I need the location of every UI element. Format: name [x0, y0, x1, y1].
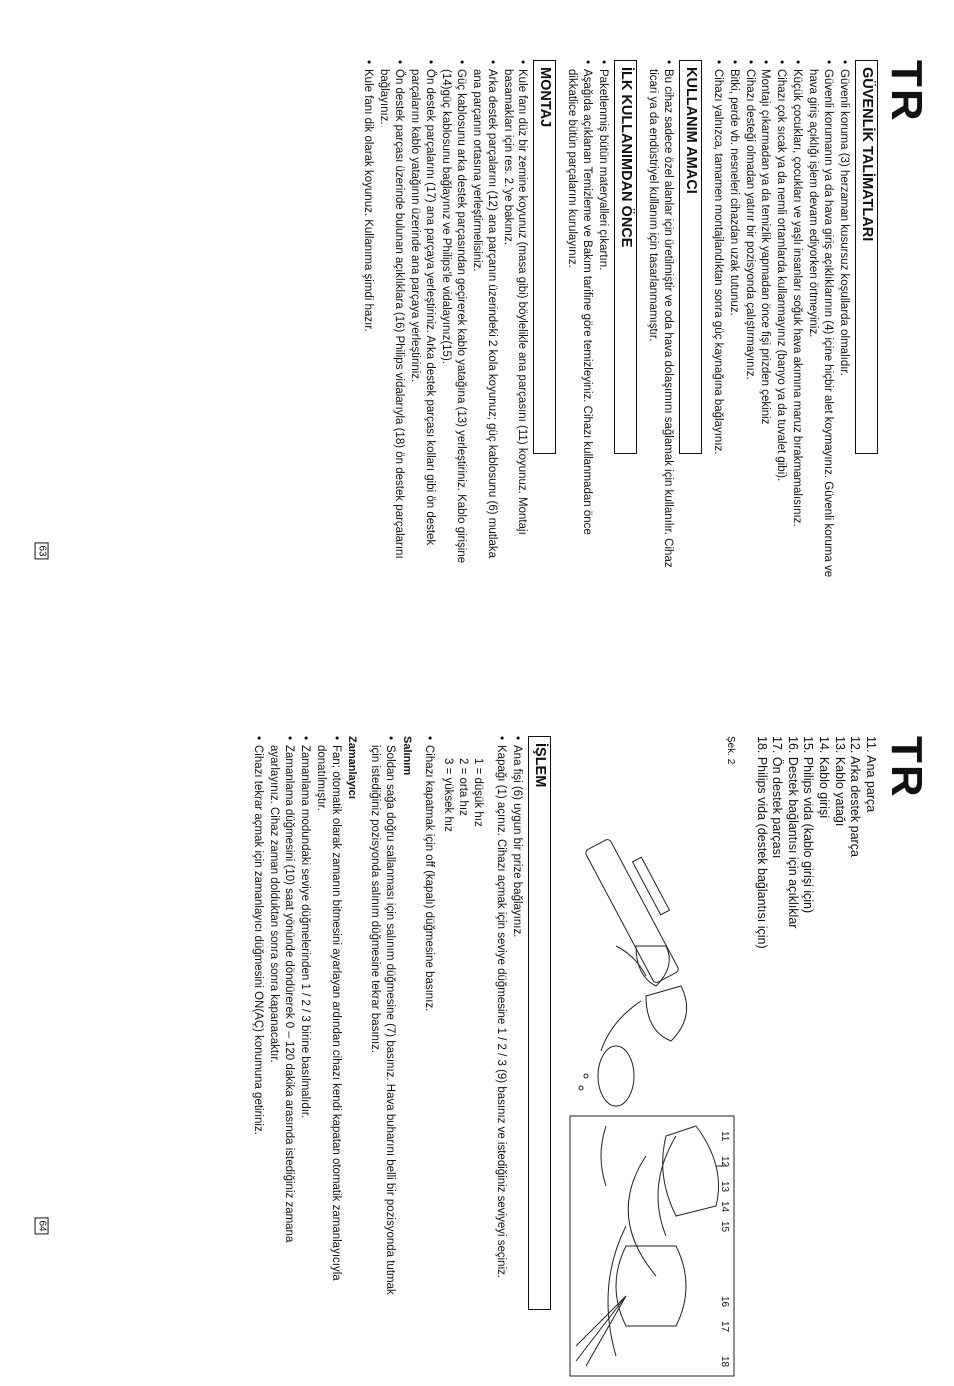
list-item: • Montajı çıkarmadan ya da temizlik yapmadan önce fişi prizden çekiniz	[758, 60, 773, 580]
list-item: 17. Ön destek parçası	[770, 736, 785, 859]
speed-level: 3 = yüksek hız	[442, 758, 455, 832]
fan-assembly-detail	[570, 1116, 734, 1376]
list-item: • Kule fanı dik olarak koyunuz. Kullanıma şimdi hazır.	[360, 60, 375, 580]
page-64-rotated	[0, 676, 954, 1368]
assembly-list	[360, 60, 529, 580]
callout-16: 16	[719, 1296, 730, 1308]
list-item: • Ana fişi (6) uygun bir prize bağlayınız.	[509, 736, 524, 1296]
list-item: • Paketlenmiş bütün materyalleri çıkartın.	[595, 60, 610, 580]
list-item: • Aşağıda açıklanan Temizleme ve Bakım tarifine göre temizleyiniz. Cihazı kullanmadan önce dikkatlice bütün parçalarını kurulayınız.	[564, 60, 594, 580]
speed-level: 2 = orta hız	[457, 758, 470, 816]
before-use-title: İLK KULLANIMDAN ÖNCE	[614, 60, 637, 454]
callout-12: 12	[719, 1156, 730, 1168]
list-item: 14. Kablo girişi	[817, 736, 832, 818]
language-heading: TR	[882, 736, 931, 799]
purpose-list	[645, 60, 675, 580]
safety-title: GÜVENLİK TALİMATLARI	[855, 60, 878, 454]
list-item: • Kule fanı düz bir zemine koyunuz (masa gibi) böylelikle ana parçasını (11) koyunuz. Montajı basamakları için res. 2.'ye bakınız.	[500, 60, 530, 580]
speed-levels	[440, 758, 485, 1256]
page-63-content	[352, 60, 931, 580]
callout-14: 14	[719, 1201, 730, 1213]
purpose-title: KULLANIM AMACI	[679, 60, 702, 454]
list-item: • Güvenli koruma (3) herzaman kusursuz koşullarda olmalıdır.	[836, 60, 851, 580]
speed-level: 1 = düşük hız	[472, 758, 485, 827]
list-item: • Bitki, perde vb. nesneleri cihazdan uzak tutunuz.	[726, 60, 741, 580]
page-64	[0, 676, 954, 1368]
operation-list	[493, 736, 524, 1296]
list-item: • Zamanlama düğmesini (10) saat yönünde döndürerek 0 – 120 dakika arasında istediğiniz zamana ayarlayınız. Cihaz zaman dolduktan sonra sonra kapanacaktır.	[266, 736, 296, 1296]
before-use-list	[564, 60, 610, 580]
oscillation-list	[367, 736, 397, 1296]
list-item: • Kapağı (1) açınız. Cihazı açmak için seviye düğmesine 1 / 2 / 3 (9) basınız ve istediğiniz seviyeyi seçiniz.	[493, 736, 508, 1296]
list-item: • Cihazı desteği olmadan yatırır bir pozisyonda çalıştırmayınız.	[742, 60, 757, 580]
list-item: • Zamanlama modundaki seviye düğmelerinden 1 / 2 / 3 birine basılmalıdır.	[297, 736, 312, 1296]
list-item: • Fan; otomatik olarak zamanın bitmesini ayarlayan ardından cihazı kendi kapatan otomatik zamanlayıcıyla donatılmıştır.	[313, 736, 343, 1296]
list-item: 13. Kablo yatağı	[832, 736, 847, 827]
language-heading: TR	[882, 60, 931, 123]
parts-list	[753, 736, 878, 1256]
page-number: 64	[35, 1217, 49, 1234]
page-63-rotated	[0, 0, 954, 675]
oscillation-title: Salınım	[400, 736, 413, 776]
list-item: • Cihazı kapatmak için off (kapalı) düğmesine basınız.	[422, 736, 437, 1296]
list-item: • Cihazı çok sıcak ya da nemli ortamlarda kullanmayınız (banyo ya da tuvalet gibi).	[773, 60, 788, 580]
list-item: • Güvenli korumanın ya da hava giriş açıklıklarının (4) içine hiçbir alet koymayınız. Güvenli koruma ve hava giriş açıklığı işlem devam ediyorken örtmeyiniz.	[805, 60, 835, 580]
list-item: 12. Arka destek parça	[848, 736, 863, 857]
callout-11: 11	[719, 1131, 730, 1142]
list-item: 16. Destek bağlantısı için açıklıklar	[785, 736, 800, 929]
timer-list	[250, 736, 343, 1296]
figure-label: Şek. 2	[725, 736, 736, 765]
assembly-title: MONTAJ	[534, 60, 557, 454]
operation-list-after	[422, 736, 437, 1296]
list-item: • Ön destek parçası üzerinde bulunan açıklıklara (16) Philips vidalarıyla (18) ön destek parçalarını bağlayınız.	[376, 60, 406, 580]
list-item: • Küçük çocukları, çocukları ve yaşlı insanları soğuk hava akımına maruz bırakmamalısınız.	[789, 60, 804, 580]
fan-body-sketch	[579, 838, 687, 1106]
callout-15: 15	[719, 1221, 730, 1233]
list-item: 18. Philips vida (destek bağlantısı için)	[754, 736, 769, 949]
list-item: • Cihazı tekrar açmak için zamanlayıcı düğmesini ON(AÇ) konumuna getiriniz.	[250, 736, 265, 1296]
operation-title: İŞLEM	[528, 736, 551, 1310]
callout-18: 18	[719, 1356, 730, 1368]
list-item: • Cihazı yalnızca, tamamen montajlandıktan sonra güç kaynağına bağlayınız.	[710, 60, 725, 580]
callout-17: 17	[719, 1321, 730, 1333]
callout-13: 13	[719, 1181, 730, 1193]
list-item: 15. Philips vida (kablo girişi için)	[801, 736, 816, 914]
list-item: • Soldan sağa doğru sallanması için salınım düğmesine (7) basınız. Hava buharını belli bir pozisyonda tutmak için istediğiniz pozisyonda salınım düğmesine tekrar basınız.	[367, 736, 397, 1296]
list-item: • Bu cihaz sadece özel alanlar için üretilmiştir ve oda hava dolaşımını sağlamak için kullanılır. Cihaz ticari ya da endüstriyel kullanım için tasarlanmamıştır.	[645, 60, 675, 580]
list-item: • Arka destek parçalarını (12) ana parçanın üzerindeki 2 kola koyunuz; güç kablosunu (6) mutlaka ana parçanın ortasına yerleştirmelisiniz.	[469, 60, 499, 580]
timer-title: Zamanlayıcı	[346, 736, 359, 799]
safety-list	[710, 60, 851, 580]
page-number: 63	[35, 542, 49, 559]
list-item: 11. Ana parça	[864, 736, 878, 813]
list-item: • Güç kablosunu arka destek parçasından geçirerek kablo yatağına (13) yerleştiriniz. Kablo girişine (14)güç kablosunu bağlayınız ve Philips'le vidalayınız(15).	[438, 60, 468, 580]
list-item: • Ön destek parçalarını (17) ana parçaya yerleştiriniz. Arka destek parçası kolları gibi ön destek parçalarını kablo yatağının üzerinde ana parçaya yerleştiriniz.	[407, 60, 437, 580]
page-63	[0, 0, 954, 675]
assembly-figure	[566, 826, 736, 1386]
